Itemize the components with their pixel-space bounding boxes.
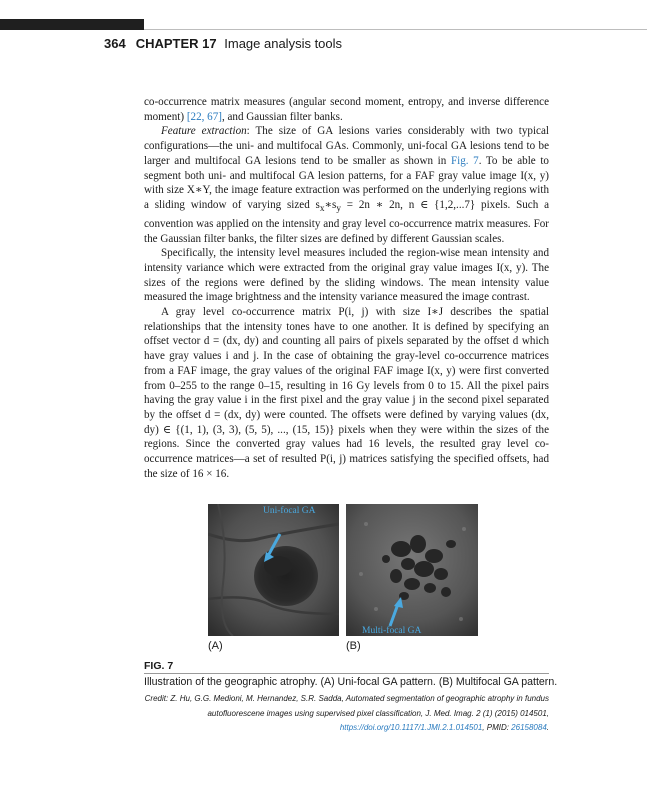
figure-number: FIG. 7 xyxy=(144,660,174,672)
figure-credit: Credit: Z. Hu, G.G. Medioni, M. Hernandez, S.R. Sadda, Automated segmentation of geographic atrophy in fundus autofluorescene images using supervised pixel classification, J. Med. Imag. 2 (1) (2015) 014501, https://doi.org/10.1117/1.JMI.2.1.014501, PMID: 26158084. xyxy=(144,694,549,732)
paragraph-3: Specifically, the intensity level measures included the region-wise mean intensity and intensity variance which were extracted from the original gray value images I(x, y). The sizes of the regions were defined by the sliding windows. The mean intensity value measured the image brightness and the intensity variance measured the image contrast. xyxy=(144,247,549,304)
paragraph-2: Feature extraction: The size of GA lesions varies considerably with two typical configurations—the uni- and multifocal GAs. Commonly, uni-focal GA lesions tend to be larger and multifocal GA lesions tend to be smaller as shown in Fig. 7. To be able to segment both uni- and multifocal GA lesion patterns, for a FAF gray value image I(x, y) with size X∗Y, the image feature extraction was performed on the underlying regions with a sliding window of varying sized $s_x∗s_y = 2n$ ∗ 2n, n ∈ {1,2,...7} pixels. Such a convention was applied on the intensity and gray level co-occurrence matrix measures. For the Gaussian filter banks, the filter sizes are defined by different Gaussian scales. xyxy=(144,125,549,245)
panel-label-a: (A) xyxy=(208,640,223,652)
fundus-image-unifocal xyxy=(208,504,339,636)
figure-rule xyxy=(144,673,549,674)
header-bar xyxy=(0,19,144,30)
figure-caption: Illustration of the geographic atrophy. (A) Uni-focal GA pattern. (B) Multifocal GA pattern. xyxy=(144,676,558,688)
header-rule xyxy=(144,29,647,30)
panel-label-b: (B) xyxy=(346,640,361,652)
doi-link[interactable]: https://doi.org/10.1117/1.JMI.2.1.014501 xyxy=(339,723,483,732)
running-head xyxy=(104,36,342,51)
chapter-label: CHAPTER 17 xyxy=(135,36,217,51)
unifocal-annotation: Uni-focal GA xyxy=(263,506,316,516)
multifocal-annotation: Multi-focal GA xyxy=(362,626,422,636)
chapter-title: Image analysis tools xyxy=(224,36,343,51)
paragraph-1: co-occurrence matrix measures (angular second moment, entropy, and inverse difference moment) [22, 67], and Gaussian filter banks. xyxy=(144,96,549,123)
pmid-link[interactable]: 26158084 xyxy=(511,723,547,732)
fundus-image-multifocal xyxy=(346,504,478,636)
body-text xyxy=(144,95,549,482)
paragraph-4: A gray level co-occurrence matrix P(i, j) with size I∗J describes the spatial relationships that the intensity tones have to one another. It is defined by specifying an offset vector d = (dx, dy) and counting all pairs of pixels separated by the offset d which have gray values i and j. In the case of obtaining the gray-level co-occurrence matrices from a FAF image, the gray values of the original FAF image I(x, y) were first converted from 0–255 to the range 0–15, resulting in 16 Gy levels from 0 to 15. All the pixel pairs having the gray value i in the first pixel and the gray value j in the second pixel separated by the offset d = (dx, dy) were counted. The offsets were defined by varying values (dx, dy) ∈ {(1, 1), (3, 3), (5, 5), ..., (15, 15)} pixels when they were within the sizes of the regions. Since the converted gray values had 16 levels, the resulted gray level co-occurrence matrices—a set of resulted P(i, j) matrices satisfying the specified offsets, had the size of 16 × 16. xyxy=(144,306,549,480)
feature-extraction-lead: Feature extraction xyxy=(161,125,247,138)
figure-7-link[interactable]: Fig. 7 xyxy=(450,154,479,167)
citation-link[interactable]: [22, 67] xyxy=(186,110,222,123)
page-number: 364 xyxy=(104,36,126,51)
